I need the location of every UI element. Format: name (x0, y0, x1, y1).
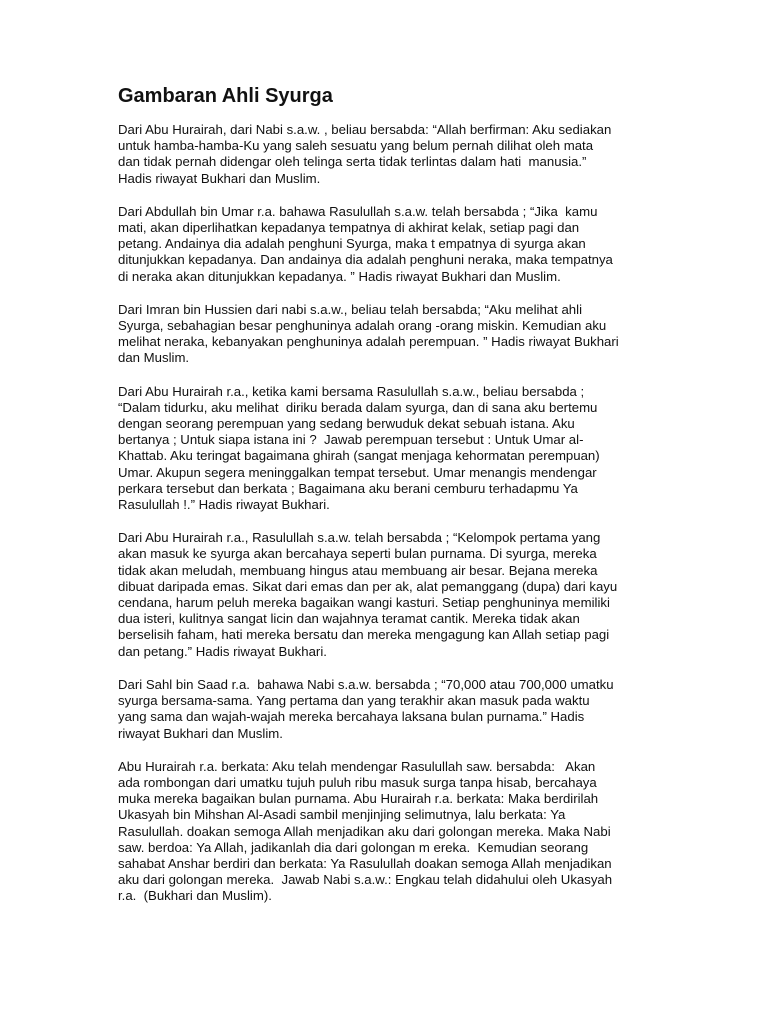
paragraph-hadith-1: Dari Abu Hurairah, dari Nabi s.a.w. , beliau bersabda: “Allah berfirman: Aku sediakan untuk hamba-hamba-Ku yang saleh sesuatu yang belum pernah dilihat oleh mata dan tidak pernah didengar oleh telinga serta tidak terlintas dalam hati manusia.” Hadis riwayat Bukhari dan Muslim. (118, 122, 612, 186)
document-page (118, 84, 658, 905)
paragraph-hadith-3: Dari Imran bin Hussien dari nabi s.a.w., beliau telah bersabda; “Aku melihat ahli Syurga, sebahagian besar penghuninya adalah orang -orang miskin. Kemudian aku melihat neraka, kebanyakan penghuninya adalah perempuan. ” Hadis riwayat Bukhari dan Muslim. (118, 301, 619, 366)
paragraph-hadith-6: Dari Sahl bin Saad r.a. bahawa Nabi s.a.w. bersabda ; “70,000 atau 700,000 umatku syurga bersama-sama. Yang pertama dan yang terakhir akan masuk pada waktu yang sama dan wajah-wajah mereka bercahaya laksana bulan purnama.” Hadis riwayat Bukhari dan Muslim. (118, 676, 614, 741)
document-title: Gambaran Ahli Syurga (118, 85, 333, 107)
paragraph-hadith-2: Dari Abdullah bin Umar r.a. bahawa Rasulullah s.a.w. telah bersabda ; “Jika kamu mati, akan diperlihatkan kepadanya tempatnya di akhirat kelak, setiap pagi dan petang. Andainya dia adalah penghuni Syurga, maka t empatnya di syurga akan ditunjukkan kepadanya. Dan andainya dia adalah penghuni neraka, maka tempatnya di neraka akan ditunjukkan kepadanya. ” Hadis riwayat Bukhari dan Muslim. (118, 203, 613, 284)
paragraph-hadith-7: Abu Hurairah r.a. berkata: Aku telah mendengar Rasulullah saw. bersabda: Akan ada rombongan dari umatku tujuh puluh ribu masuk surga tanpa hisab, bercahaya muka mereka bagaikan bulan purnama. Abu Hurairah r.a. berkata: Maka berdirilah Ukasyah bin Mihshan Al-Asadi sambil menjinjing selimutnya, lalu berkata: Ya Rasulullah. doakan semoga Allah menjadikan aku dari golongan mereka. Maka Nabi saw. berdoa: Ya Allah, jadikanlah dia dari golongan m ereka. Kemudian seorang sahabat Anshar berdiri dan berkata: Ya Rasulullah doakan semoga Allah menjadikan aku dari golongan mereka. Jawab Nabi s.a.w.: Engkau telah didahului oleh Ukasyah r.a. (Bukhari dan Muslim). (118, 758, 613, 904)
paragraph-hadith-5: Dari Abu Hurairah r.a., Rasulullah s.a.w. telah bersabda ; “Kelompok pertama yang akan masuk ke syurga akan bercahaya seperti bulan purnama. Di syurga, mereka tidak akan meludah, membuang hingus atau membuang air besar. Bejana mereka dibuat daripada emas. Sikat dari emas dan per ak, alat pemanggang (dupa) dari kayu cendana, harum peluh mereka bagaikan wangi kasturi. Setiap penghuninya memiliki dua isteri, kulitnya sangat licin dan wajahnya teramat cantik. Mereka tidak akan berselisih faham, hati mereka bersatu dan mereka mengagung kan Allah setiap pagi dan petang.” Hadis riwayat Bukhari. (118, 530, 618, 659)
paragraph-hadith-4: Dari Abu Hurairah r.a., ketika kami bersama Rasulullah s.a.w., beliau bersabda ; “Dalam tidurku, aku melihat diriku berada dalam syurga, dan di sana aku bertemu dengan seorang perempuan yang sedang berwuduk dekat sebuah istana. Aku bertanya ; Untuk siapa istana ini ? Jawab perempuan tersebut : Untuk Umar al- Khattab. Aku teringat bagaimana ghirah (sangat menjaga kehormatan perempuan) Umar. Akupun segera meninggalkan tempat tersebut. Umar menangis mendengar perkara tersebut dan berkata ; Bagaimana aku berani cemburu terhadapmu Ya Rasulullah !.” Hadis riwayat Bukhari. (118, 383, 600, 513)
